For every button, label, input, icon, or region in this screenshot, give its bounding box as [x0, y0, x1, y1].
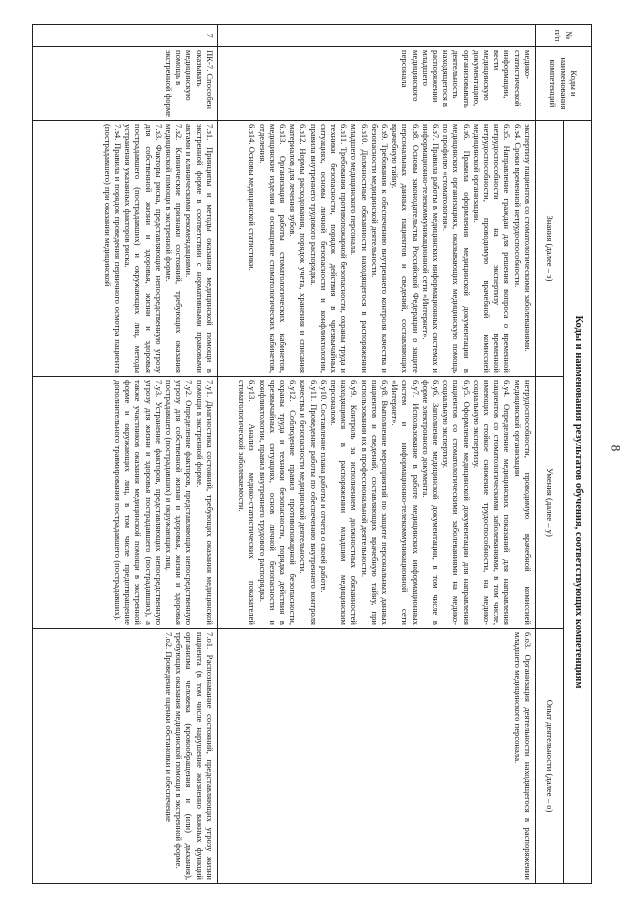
page-number: 8: [608, 444, 624, 452]
header-codes: Коды и наименования компетенций: [535, 47, 591, 121]
knowledge-item: 6.з9. Требования к обеспечению внутреннего контроля качества и безопасности медицинской деятельности.: [369, 124, 391, 373]
experience-item: 7.о1. Распознавание состояний, представляющих угрозу жизни пациента (в том числе нарушение жизненно важных функций организма человека (кровообращения и (или) дыхания), требующих оказания медицинской помощи в экстренной форме.: [174, 632, 215, 880]
skill-item: 6.у9. Контроль за исполнением должностных обязанностей находящимся в распоряжении младшим медицинским персоналом.: [329, 380, 360, 625]
knowledge-cell: [33, 121, 218, 377]
knowledge-item: 7.з4. Правила и порядок проведения первичного осмотра пациента (пострадавшего) при оказании медицинской: [102, 124, 124, 373]
knowledge-cell: [217, 121, 535, 377]
knowledge-item: 7.з1. Принципы и методы оказания медицинской помощи в экстренной форме в соответствии с нормативными правовыми актами и клиническими рекомендациями.: [184, 124, 215, 373]
knowledge-item: 6.з10. Должностные обязанности находящегося в распоряжении младшего медицинского персонала.: [349, 124, 370, 373]
header-experience: Опыт деятельности (далее – о): [535, 629, 563, 884]
skill-item: 6.у12. Соблюдение правил противопожарной безопасности, охраны труда и техники безопасности, порядка действия в чрезвычайных ситуациях, основ личной безопасности и конфликтологии, правил внутреннего трудового распорядка.: [257, 380, 299, 625]
skill-item: 7.у3. Устранение факторов, представляющих непосредственную угрозу для жизни и здоровья пострадавшего (пострадавших), а также участников оказания медицинской помощи в экстренной форме и окружающих лиц, в том числе предотвращение дополнительного травмирования пострадавшего (пострадавших).: [113, 380, 164, 625]
skills-cell: [217, 377, 535, 629]
header-number: № п/п: [535, 25, 591, 47]
knowledge-item: 6.з4. Сроки временной нетрудоспособности.: [512, 124, 523, 288]
competency-name: ПК-7. Способен оказывать медицинскую помощь в экстренной форме: [33, 47, 218, 121]
experience-cell: [217, 629, 535, 884]
skill-item: 6.у6. Заполнение медицинской документации, в том числе в форме электронного документа.: [420, 380, 442, 625]
rotated-table-container: [32, 24, 592, 884]
skill-item: 7.у1. Диагностика состояний, требующих оказания медицинской помощи в экстренной форме.: [194, 380, 215, 625]
table-row: [217, 25, 535, 884]
skill-item: 6.у4. Определение медицинских показаний для направления пациентов со стоматологическими заболеваниями, в том числе, имеющих стойкое снижение трудоспособности, на медико-социальную экспертизу.: [471, 380, 513, 625]
knowledge-item: экспертизу пациентов со стоматологическими заболеваниями.: [522, 124, 533, 352]
skill-item: 6.у7. Использование в работе медицинских информационных систем и информационно-телекоммуникационной сети «Интернет».: [390, 380, 421, 625]
row-number: 7: [33, 25, 218, 47]
experience-item: 7.о2. Проведение оценки обстановки и обеспечение: [164, 632, 175, 822]
skill-item: 7.у2. Определение факторов, представляющих непосредственную угрозу для собственной жизни и здоровья, жизни и здоровья пострадавшего (пострадавших) и окружающих лиц.: [164, 380, 195, 625]
knowledge-item: 6.з6. Правила оформления медицинской документации в медицинских организациях, оказывающих медицинскую помощь по профилю «стоматология».: [441, 124, 472, 373]
experience-item: 6.о3. Организация деятельности находящегося в распоряжении младшего медицинского персонала.: [512, 632, 533, 880]
skill-item: 6.у11. Проведение работы по обеспечению внутреннего контроля качества и безопасности медицинской деятельности.: [298, 380, 319, 625]
knowledge-item: 6.з14. Основы медицинской статистики.: [247, 124, 258, 271]
knowledge-item: 6.з13. Организация работы стоматологических кабинетов, медицинские изделия и оснащение стоматологических кабинетов, отделения.: [257, 124, 288, 373]
knowledge-item: 6.з12. Нормы расходования, порядок учета, хранения и списания материалов для лечения зубов.: [288, 124, 309, 373]
table-row: [33, 25, 218, 884]
knowledge-item: 6.з5. Направление граждан для решения вопроса о временной нетрудоспособности на экспертизу временной нетрудоспособности, проводимую врачебной комиссией медицинской организации.: [471, 124, 513, 373]
knowledge-item: 7.з3. Факторы риска, представляющие непосредственную угрозу для собственной жизни и здоровья, жизни и здоровья пострадавшего (пострадавших) и окружающих лиц, методы устранения указанных факторов риска.: [123, 124, 164, 373]
header-row-2: [535, 25, 563, 884]
skill-item: 6.у5. Оформление медицинской документации для направления пациентов со стоматологическими заболеваниями на медико-социальную экспертизу.: [441, 380, 472, 625]
experience-cell: [33, 629, 218, 884]
knowledge-item: 6.з7. Правила работы в медицинских информационных системах и информационно-телекоммуникационной сети «Интернет».: [420, 124, 442, 373]
skills-cell: [33, 377, 218, 629]
row-number: [217, 25, 535, 47]
competency-table: [32, 24, 592, 884]
header-knowledge: Знания (далее – з): [535, 121, 563, 377]
header-row-1: [563, 25, 591, 884]
knowledge-item: 7.з2. Клинические признаки состояний, требующих оказания медицинской помощи в экстренной форме.: [164, 124, 185, 373]
skill-item: 6.у13. Анализ медико-статистических показателей стоматологической заболеваемости.: [237, 380, 258, 625]
knowledge-item: 6.з11. Требования противопожарной безопасности, охраны труда и техники безопасности, порядок действия в чрезвычайных ситуациях, основы личной безопасности и конфликтологии, правила внутреннего трудового распорядка.: [308, 124, 350, 373]
skill-item: 6.у10. Составление плана работы и отчета о своей работе.: [318, 380, 329, 593]
knowledge-item: 6.з8. Основы законодательства Российской Федерации о защите персональных данных пациентов и сведений, составляющих врачебную тайну.: [390, 124, 421, 373]
header-results-group: Коды и наименования результатов обучения, соответствующих компетенциям: [563, 121, 591, 884]
competency-name: медико-статистической информации, вести медицинскую документацию, организовывать деятельность находящегося в распоряжении младшего медицинского персонала: [217, 47, 535, 121]
skill-item: 6.у8. Выполнение мероприятий по защите персональных данных пациентов и сведений, составляющих врачебную тайну, при использовании их в профессиональной деятельности.: [359, 380, 391, 625]
skill-item: нетрудоспособности, проводимую врачебной комиссией медицинской организации: [512, 380, 533, 625]
header-skills: Умения (далее – у): [535, 377, 563, 629]
